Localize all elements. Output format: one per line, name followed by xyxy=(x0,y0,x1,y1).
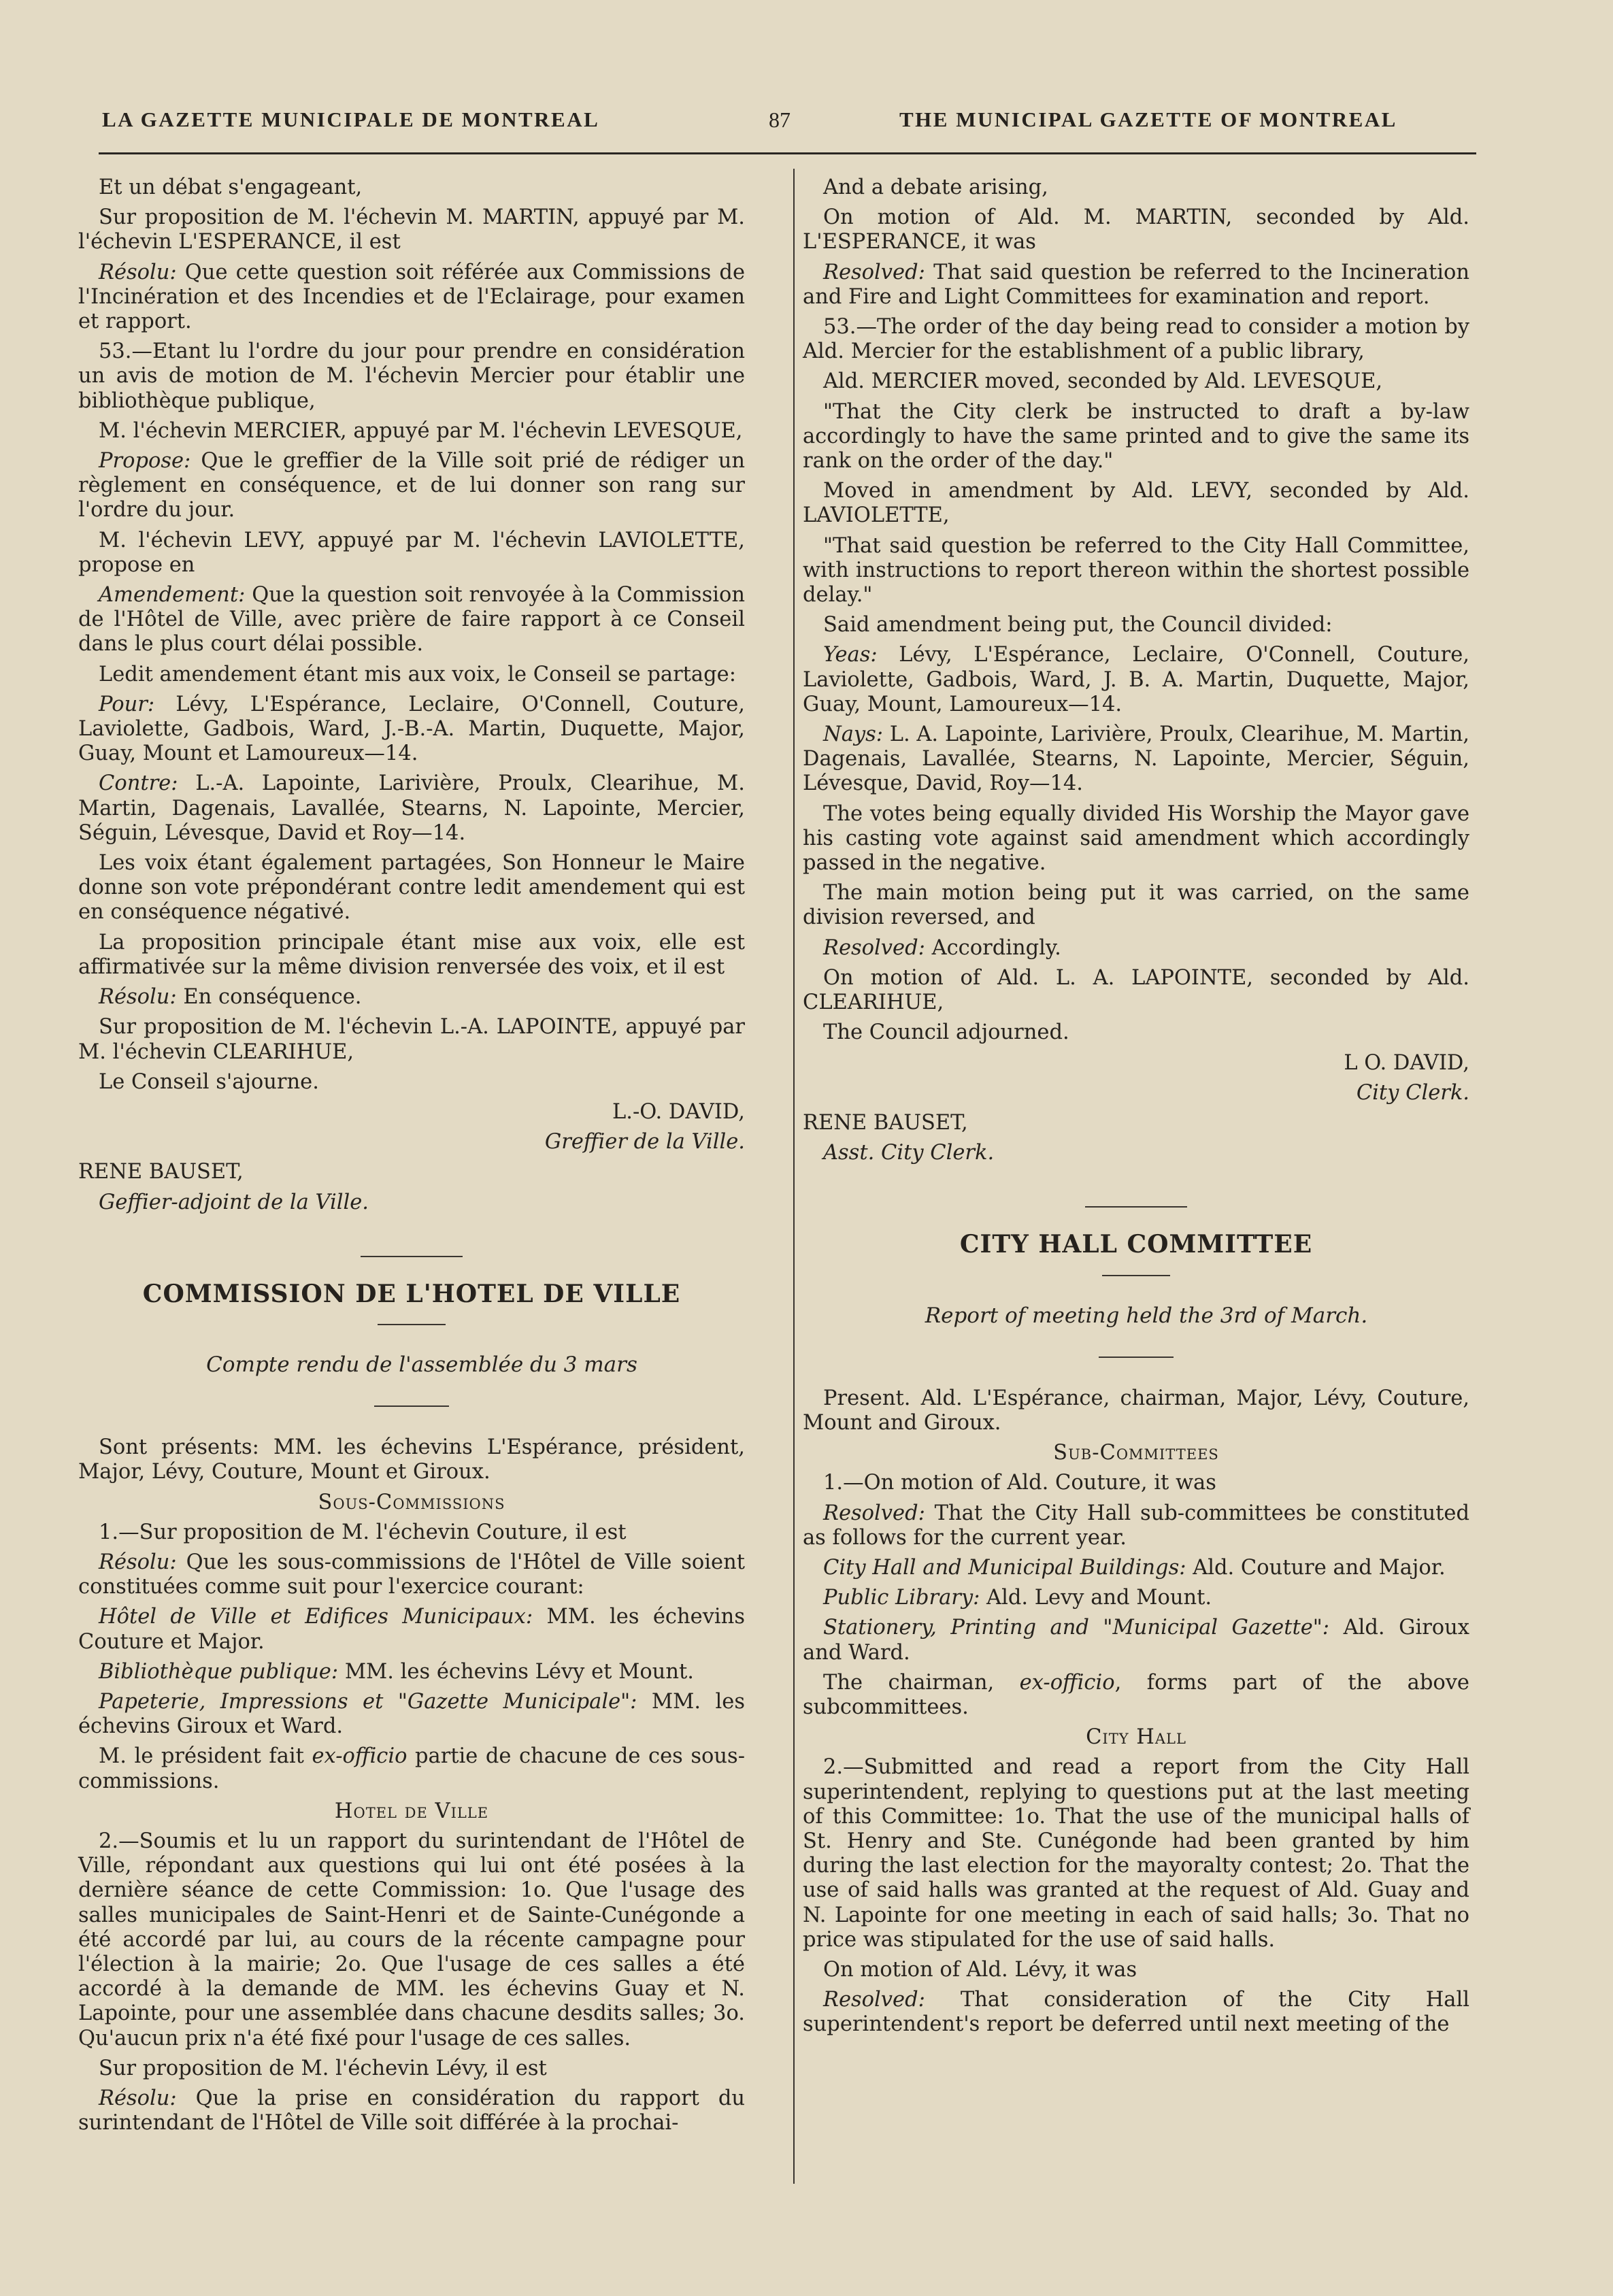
paragraph xyxy=(803,1501,1469,1550)
section-divider xyxy=(374,1405,449,1407)
paragraph: The main motion being put it was carried, on the same division reversed, and xyxy=(803,881,1469,930)
resolution-label: Resolved: xyxy=(823,260,925,284)
header-rule xyxy=(99,152,1476,154)
french-column xyxy=(78,176,745,2141)
assistant-title: Geffier-adjoint de la Ville. xyxy=(99,1190,369,1214)
paragraph xyxy=(78,771,745,846)
header-right-title: THE MUNICIPAL GAZETTE OF MONTREAL xyxy=(899,107,1397,131)
paragraph: On motion of Ald. L. A. LAPOINTE, seconded by Ald. CLEARIHUE, xyxy=(803,965,1469,1015)
paragraph-text: That consideration of the City Hall superintendent's report be deferred until next meeting of the xyxy=(803,1988,1469,2037)
paragraph-text: L.-A. Lapointe, Larivière, Proulx, Clearihue, M. Martin, Dagenais, Lavallée, Stearns, N. Lapointe, Mercier, Séguin, Lévesque, David et Roy—14. xyxy=(78,771,745,845)
vote-label: Pour: xyxy=(99,692,155,716)
vote-label: Yeas: xyxy=(823,643,878,667)
assistant-name: RENE BAUSET, xyxy=(78,1160,244,1184)
paragraph-text: The chairman, xyxy=(823,1670,1020,1695)
paragraph-text: , forms part of the above subcommittees. xyxy=(803,1670,1469,1719)
subcommittee-label: Public Library: xyxy=(823,1586,980,1610)
paragraph: 53.—The order of the day being read to consider a motion by Ald. Mercier for the establishment of a public library, xyxy=(803,315,1469,364)
paragraph-text: partie de chacune de ces sous-commissions. xyxy=(78,1744,745,1793)
paragraph xyxy=(803,643,1469,717)
paragraph xyxy=(803,1988,1469,2037)
paragraph-text: Accordingly. xyxy=(925,935,1061,960)
paragraph-text: MM. les échevins Lévy et Mount. xyxy=(338,1659,694,1684)
paragraph xyxy=(78,985,745,1010)
page-number: 87 xyxy=(769,107,791,132)
paragraph: 1.—Sur proposition de M. l'échevin Couture, il est xyxy=(99,1520,627,1544)
paragraph xyxy=(803,261,1469,310)
section-divider xyxy=(1099,1357,1174,1358)
paragraph: Moved in amendment by Ald. LEVY, seconded by Ald. LAVIOLETTE, xyxy=(803,479,1469,528)
paragraph xyxy=(78,1690,745,1739)
paragraph xyxy=(803,936,1469,961)
paragraph: The Council adjourned. xyxy=(823,1020,1069,1045)
resolution-label: Resolved: xyxy=(823,935,925,960)
subcommittee-label: Hôtel de Ville et Edifices Municipaux: xyxy=(99,1605,533,1629)
paragraph-text: Ald. Levy and Mount. xyxy=(980,1586,1212,1610)
signature-title: Greffier de la Ville. xyxy=(544,1130,745,1154)
resolution-label: Résolu: xyxy=(99,2086,177,2110)
paragraph-text: En conséquence. xyxy=(176,985,362,1010)
paragraph xyxy=(78,1660,745,1684)
amendment-label: Amendement: xyxy=(99,583,246,608)
paragraph xyxy=(803,722,1469,797)
paragraph xyxy=(78,1744,745,1793)
paragraph: On motion of Ald. Lévy, it was xyxy=(823,1957,1137,1982)
paragraph-text: That the City Hall sub-committees be constituted as follows for the current year. xyxy=(803,1501,1469,1550)
paragraph-text: Ald. Giroux and Ward. xyxy=(803,1616,1469,1665)
paragraph xyxy=(78,2086,745,2135)
paragraph xyxy=(78,1550,745,1599)
paragraph: "That the City clerk be instructed to draft a by-law accordingly to have the same printed and to give the same its rank on the order of the day." xyxy=(803,399,1469,473)
ex-officio-text: ex-officio xyxy=(1019,1670,1115,1695)
subsection-heading: City Hall xyxy=(1086,1725,1186,1750)
resolution-label: Resolved: xyxy=(823,1501,925,1525)
paragraph: M. l'échevin MERCIER, appuyé par M. l'échevin LEVESQUE, xyxy=(99,418,743,443)
paragraph-text: Ald. Couture and Major. xyxy=(1186,1555,1446,1580)
ex-officio-text: ex-officio xyxy=(312,1744,408,1769)
paragraph: 2.—Submitted and read a report from the City Hall superintendent, replying to questions put at the last meeting of this Committee: 1o. That the use of the municipal halls of St. Henry and Ste. Cunégonde had been granted by him during the last election for the mayoralty contest; 2o. That the use of said halls was granted at the request of Ald. Guay and N. Lapointe for one meeting in each of said halls; 3o. That no price was stipulated for the use of said halls. xyxy=(803,1755,1469,1952)
english-column xyxy=(803,176,1469,2043)
paragraph xyxy=(78,1605,745,1654)
paragraph xyxy=(78,693,745,767)
paragraph: 53.—Etant lu l'ordre du jour pour prendre en considération un avis de motion de M. l'échevin Mercier pour établir une bibliothèque publique, xyxy=(78,339,745,413)
assistant-name: RENE BAUSET, xyxy=(803,1110,968,1135)
paragraph: Les voix étant également partagées, Son Honneur le Maire donne son vote prépondérant contre ledit amendement qui est en conséquence négativé. xyxy=(78,851,745,925)
paragraph xyxy=(803,1671,1469,1720)
paragraph: Sur proposition de M. l'échevin L.-A. LAPOINTE, appuyé par M. l'échevin CLEARIHUE, xyxy=(78,1015,745,1064)
paragraph: Said amendment being put, the Council divided: xyxy=(823,613,1333,637)
paragraph xyxy=(803,1586,1469,1610)
paragraph-text: Que le greffier de la Ville soit prié de rédiger un règlement en conséquence, et de lui donner son rang sur l'ordre du jour. xyxy=(78,449,745,522)
paragraph: The votes being equally divided His Worship the Mayor gave his casting vote against said amendment which accordingly passed in the negative. xyxy=(803,801,1469,876)
paragraph xyxy=(803,1616,1469,1665)
paragraph: Et un débat s'engageant, xyxy=(99,176,363,199)
paragraph xyxy=(803,1556,1469,1580)
paragraph: Present. Ald. L'Espérance, chairman, Major, Lévy, Couture, Mount and Giroux. xyxy=(803,1386,1469,1435)
paragraph: 1.—On motion of Ald. Couture, it was xyxy=(823,1471,1216,1495)
paragraph: Sur proposition de M. l'échevin Lévy, il est xyxy=(99,2056,547,2080)
section-divider xyxy=(378,1324,446,1325)
paragraph-text: MM. les échevins Giroux et Ward. xyxy=(78,1689,745,1739)
paragraph-text: Lévy, L'Espérance, Leclaire, O'Connell, Couture, Laviolette, Gadbois, Ward, J.-B.-A. Martin, Duquette, Major, Guay, Mount et Lamoureux—14. xyxy=(78,692,745,766)
paragraph-text: Que la prise en considération du rapport du surintendant de l'Hôtel de Ville soit différée à la prochai- xyxy=(78,2086,745,2135)
subcommittee-label: City Hall and Municipal Buildings: xyxy=(823,1555,1186,1580)
subcommittee-label: Papeterie, Impressions et "Gazette Municipale": xyxy=(99,1689,637,1714)
signature-title: City Clerk. xyxy=(1356,1080,1469,1105)
resolution-label: Resolved: xyxy=(823,1988,925,2012)
header-left-title: LA GAZETTE MUNICIPALE DE MONTREAL xyxy=(102,107,600,131)
paragraph: M. l'échevin LEVY, appuyé par M. l'échevin LAVIOLETTE, propose en xyxy=(78,528,745,577)
resolution-label: Résolu: xyxy=(99,985,177,1010)
vote-label: Contre: xyxy=(99,771,178,796)
paragraph: Sur proposition de M. l'échevin M. MARTIN, appuyé par M. l'échevin L'ESPERANCE, il est xyxy=(78,205,745,254)
section-subtitle: Report of meeting held the 3rd of March. xyxy=(925,1303,1368,1328)
section-subtitle: Compte rendu de l'assemblée du 3 mars xyxy=(206,1352,637,1377)
paragraph: "That said question be referred to the City Hall Committee, with instructions to report thereon within the shortest possible delay." xyxy=(803,533,1469,608)
paragraph-text: L. A. Lapointe, Larivière, Proulx, Clearihue, M. Martin, Dagenais, Lavallée, Stearns, N. Lapointe, Mercier, Séguin, Lévesque, David, Roy—14. xyxy=(803,722,1469,796)
paragraph-text: Que cette question soit référée aux Commissions de l'Incinération et des Incendies et de l'Eclairage, pour examen et rapport. xyxy=(78,260,745,334)
section-divider xyxy=(1085,1206,1187,1208)
subsection-heading: Sous-Commissions xyxy=(318,1490,505,1514)
paragraph-text: Lévy, L'Espérance, Leclaire, O'Connell, Couture, Laviolette, Gadbois, Ward, J. B. A. Martin, Duquette, Major, Guay, Mount, Lamoureux—14. xyxy=(803,643,1469,716)
subsection-heading: Hotel de Ville xyxy=(334,1799,489,1823)
paragraph: And a debate arising, xyxy=(823,176,1048,199)
paragraph-text: Que les sous-commissions de l'Hôtel de Ville soient constituées comme suit pour l'exercice courant: xyxy=(78,1550,745,1599)
paragraph: 2.—Soumis et lu un rapport du surintendant de l'Hôtel de Ville, répondant aux questions qui lui ont été posées à la dernière séance de cette Commission: 1o. Que l'usage des salles municipales de Saint-Henri et de Sainte-Cunégonde a été accordé par lui, au cours de la récente campagne pour l'élection à la mairie; 2o. Que l'usage de ces salles a été accordé à la demande de MM. les échevins Guay et N. Lapointe, pour une assemblée dans chacune desdits salles; 3o. Qu'aucun prix n'a été fixé pour l'usage de ces salles. xyxy=(78,1829,745,2050)
paragraph: On motion of Ald. M. MARTIN, seconded by Ald. L'ESPERANCE, it was xyxy=(803,205,1469,254)
paragraph-text: That said question be referred to the Incineration and Fire and Light Committees for examination and report. xyxy=(803,260,1469,309)
paragraph xyxy=(78,261,745,335)
signature-name: L O. DAVID, xyxy=(1344,1050,1469,1075)
subcommittee-label: Bibliothèque publique: xyxy=(99,1659,339,1684)
vote-label: Nays: xyxy=(823,722,884,747)
section-heading: COMMISSION DE L'HOTEL DE VILLE xyxy=(142,1279,681,1308)
column-divider xyxy=(793,169,795,2184)
section-divider xyxy=(361,1256,463,1257)
assistant-title: Asst. City Clerk. xyxy=(823,1141,995,1165)
paragraph: La proposition principale étant mise aux voix, elle est affirmativée sur la même division renversée des voix, et il est xyxy=(78,930,745,979)
paragraph: Ald. MERCIER moved, seconded by Ald. LEVESQUE, xyxy=(823,369,1383,394)
proposal-label: Propose: xyxy=(99,449,191,473)
paragraph: Sont présents: MM. les échevins L'Espérance, président, Major, Lévy, Couture, Mount et Giroux. xyxy=(78,1435,745,1484)
subcommittee-label: Stationery, Printing and "Municipal Gazette": xyxy=(823,1616,1330,1640)
section-heading: CITY HALL COMMITTEE xyxy=(959,1230,1313,1259)
resolution-label: Résolu: xyxy=(99,260,177,284)
paragraph-text: Que la question soit renvoyée à la Commission de l'Hôtel de Ville, avec prière de faire rapport à ce Conseil dans le plus court délai possible. xyxy=(78,583,745,656)
paragraph: Le Conseil s'ajourne. xyxy=(99,1069,319,1094)
paragraph xyxy=(78,449,745,523)
paragraph-text: M. le président fait xyxy=(99,1744,312,1769)
paragraph-text: MM. les échevins Couture et Major. xyxy=(78,1605,745,1654)
paragraph: Ledit amendement étant mis aux voix, le Conseil se partage: xyxy=(99,662,736,686)
section-divider xyxy=(1102,1275,1170,1276)
paragraph xyxy=(78,583,745,657)
signature-name: L.-O. DAVID, xyxy=(612,1099,745,1124)
resolution-label: Résolu: xyxy=(99,1550,177,1574)
subsection-heading: Sub-Committees xyxy=(1053,1441,1219,1465)
